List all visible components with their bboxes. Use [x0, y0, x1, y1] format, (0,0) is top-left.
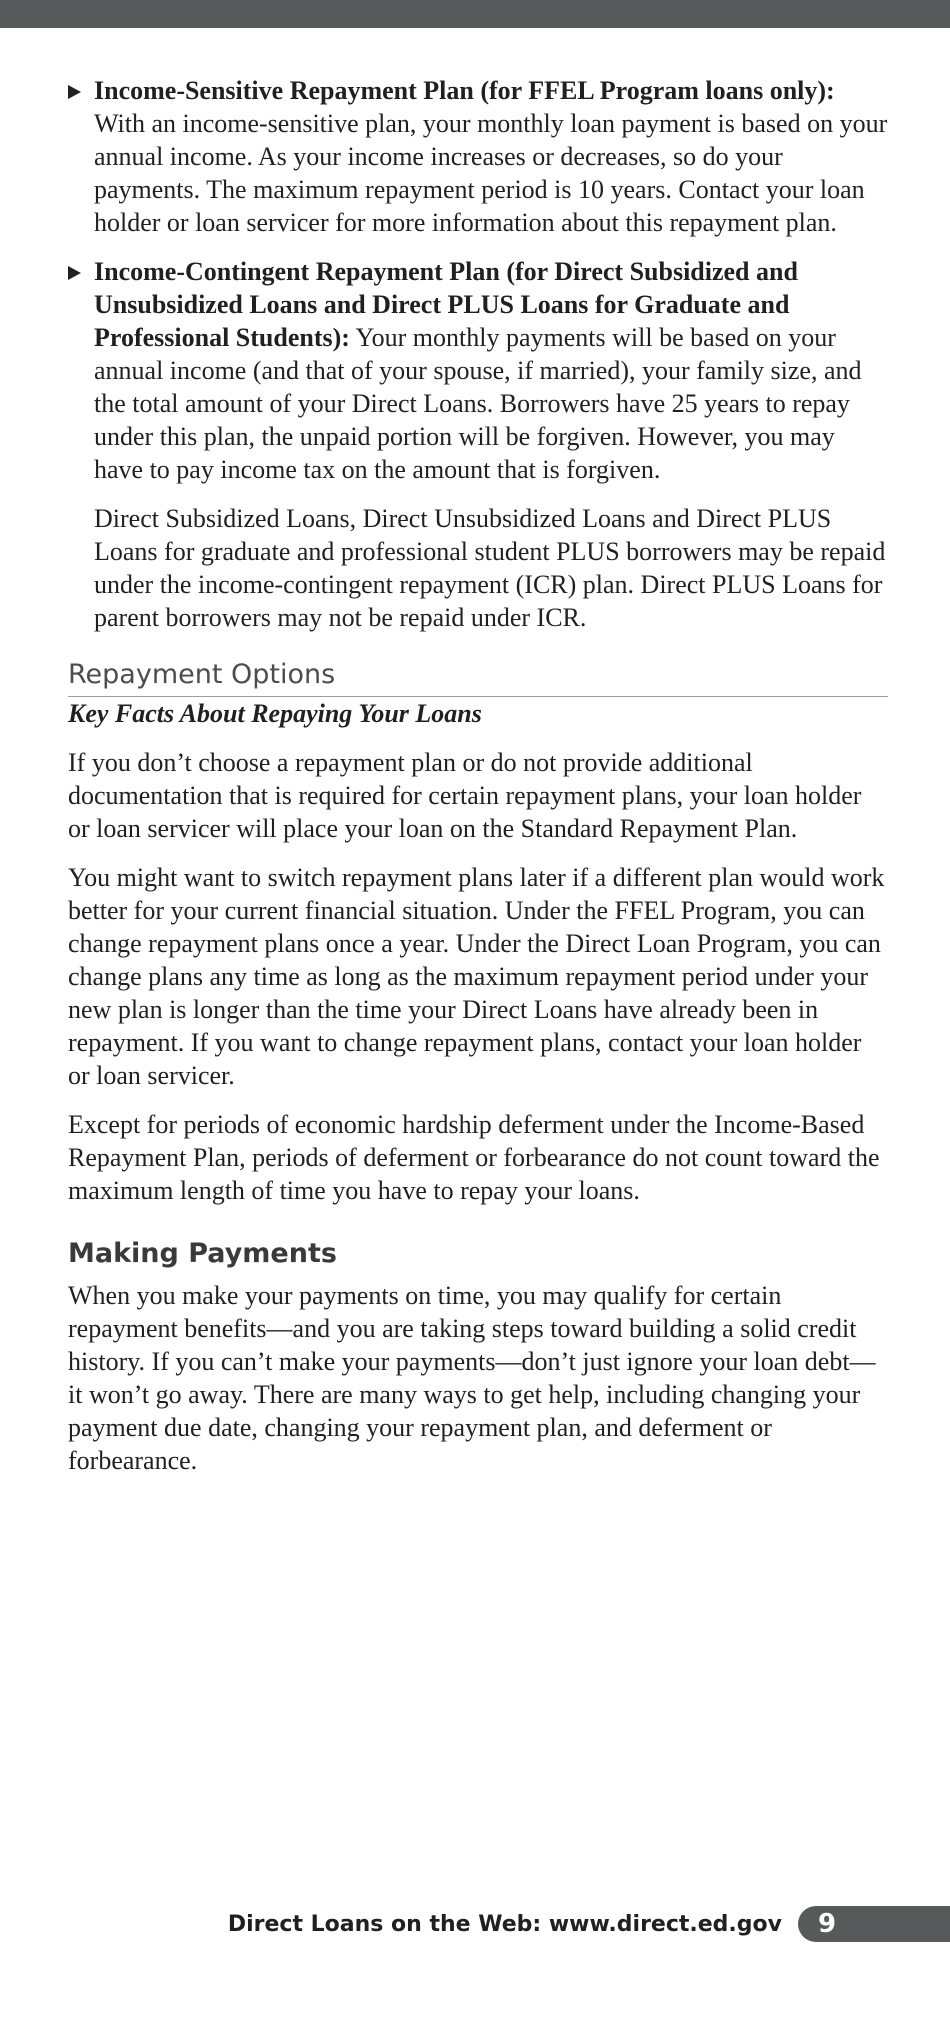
page-content: [68, 74, 888, 1493]
bullet-income-sensitive: [68, 74, 888, 239]
page-footer: [228, 1906, 950, 1942]
footer-url-link[interactable]: www.direct.ed.gov: [548, 1911, 782, 1937]
triangle-bullet-icon: [68, 266, 81, 280]
footer-text: [228, 1912, 782, 1937]
paragraph: If you don’t choose a repayment plan or do not provide additional documentation that is required for certain repayment plans, your loan holder or loan servicer will place your loan on the Standard Repayment Plan.: [68, 748, 862, 843]
triangle-bullet-icon: [68, 85, 81, 99]
bullet-heading: Income-Contingent Repayment Plan (for Direct Subsidized and Unsubsidized Loans and Direct PLUS Loans for Graduate and Professional Students):: [94, 257, 798, 352]
section-title: Repayment Options: [68, 658, 888, 697]
section-subtitle: Key Facts About Repaying Your Loans: [68, 699, 482, 728]
footer-prefix: Direct Loans on the Web:: [227, 1911, 549, 1937]
bullet-text: With an income-sensitive plan, your monthly loan payment is based on your annual income. As your income increases or decreases, so do your payments. The maximum repayment period is 10 years. Contact your loan holder or loan servicer for more information about this repayment plan.: [94, 109, 888, 237]
making-payments-text: When you make your payments on time, you may qualify for certain repayment benefits—and you are taking steps toward building a solid credit history. If you can’t make your payments—don’t just ignore your loan debt—it won’t go away. There are many ways to get help, including changing your payment due date, changing your repayment plan, and deferment or forbearance.: [68, 1281, 876, 1475]
page-number-tab: [798, 1906, 950, 1942]
icr-note: Direct Subsidized Loans, Direct Unsubsidized Loans and Direct PLUS Loans for graduate and professional student PLUS borrowers may be repaid under the income-contingent repayment (ICR) plan. Direct PLUS Loans for parent borrowers may not be repaid under ICR.: [94, 504, 886, 632]
bullet-text: Your monthly payments will be based on your annual income (and that of your spouse, if married), your family size, and the total amount of your Direct Loans. Borrowers have 25 years to repay under this plan, the unpaid portion will be forgiven. However, you may have to pay income tax on the amount that is forgiven.: [94, 323, 862, 484]
paragraph: You might want to switch repayment plans later if a different plan would work better for your current financial situation. Under the FFEL Program, you can change repayment plans once a year. Under the Direct Loan Program, you can change plans any time as long as the maximum repayment period under your new plan is longer than the time your Direct Loans have already been in repayment. If you want to change repayment plans, contact your loan holder or loan servicer.: [68, 863, 885, 1090]
paragraph: Except for periods of economic hardship deferment under the Income-Based Repayment Plan, periods of deferment or forbearance do not count toward the maximum length of time you have to repay your loans.: [68, 1110, 880, 1205]
bullet-income-contingent: [68, 255, 888, 486]
page-number: 9: [818, 1909, 837, 1939]
bullet-heading: Income-Sensitive Repayment Plan (for FFEL Program loans only):: [94, 76, 835, 105]
top-bar: [0, 0, 950, 28]
making-payments-title: Making Payments: [68, 1238, 337, 1269]
